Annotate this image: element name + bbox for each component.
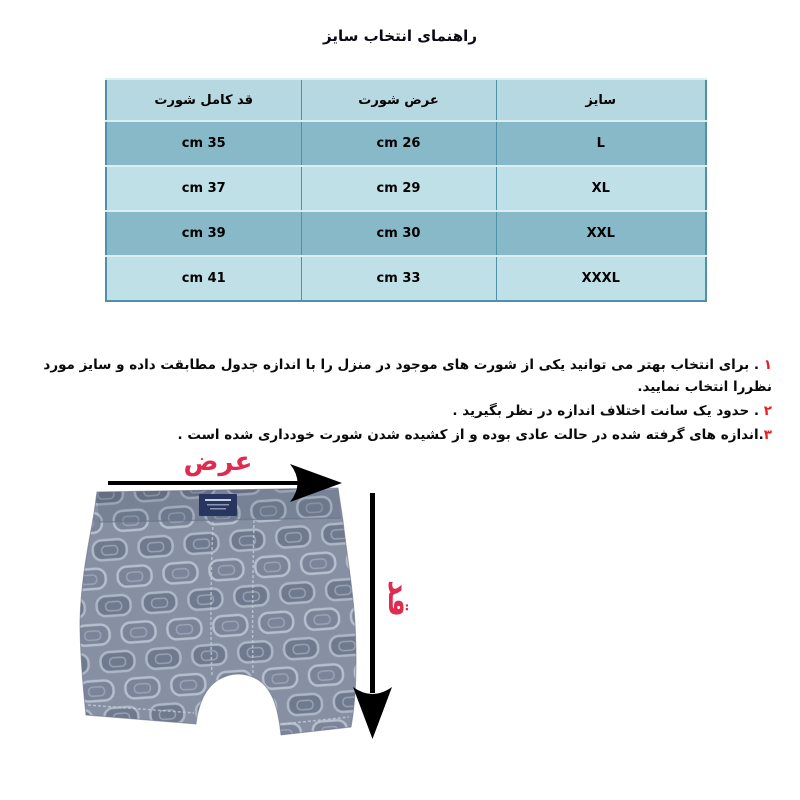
size-cell: XXL — [496, 211, 706, 256]
size-table — [105, 78, 707, 302]
shorts-illustration — [60, 455, 440, 795]
note-item — [38, 400, 772, 422]
note-number: ۱ — [763, 357, 772, 373]
width-cell: 26 cm — [301, 121, 496, 166]
header-width: عرض شورت — [301, 79, 496, 121]
size-cell: XL — [496, 166, 706, 211]
page-title: راهنمای انتخاب سایز — [323, 27, 477, 45]
length-label: قد — [380, 580, 416, 617]
header-length: قد کامل شورت — [106, 79, 301, 121]
length-cell: 35 cm — [106, 121, 301, 166]
boxer-shorts — [80, 488, 356, 735]
note-text: .اندازه های گرفته شده در حالت عادی بوده و از کشیده شدن شورت خودداری شده است . — [177, 427, 764, 443]
length-cell: 41 cm — [106, 256, 301, 301]
note-number: ۳ — [763, 427, 772, 443]
size-cell: XXXL — [496, 256, 706, 301]
header-size: سایز — [496, 79, 706, 121]
notes-section — [38, 354, 772, 448]
waistband-tag — [199, 494, 237, 516]
shorts-shape — [80, 488, 356, 735]
note-item — [38, 424, 772, 446]
note-item — [38, 354, 772, 398]
length-cell: 39 cm — [106, 211, 301, 256]
table-row — [106, 166, 706, 211]
note-text: . حدود یک سانت اختلاف اندازه در نظر بگیرید . — [452, 403, 764, 419]
width-cell: 29 cm — [301, 166, 496, 211]
size-cell: L — [496, 121, 706, 166]
table-row — [106, 256, 706, 301]
table-row — [106, 121, 706, 166]
measurement-diagram — [60, 447, 440, 795]
note-text: . برای انتخاب بهتر می توانید یکی از شورت های موجود در منزل را با اندازه جدول مطابقت داده و سایز مورد نظررا انتخاب نمایید. — [43, 357, 772, 395]
length-cell: 37 cm — [106, 166, 301, 211]
width-cell: 33 cm — [301, 256, 496, 301]
table-row — [106, 211, 706, 256]
table-header-row — [106, 79, 706, 121]
width-cell: 30 cm — [301, 211, 496, 256]
note-number: ۲ — [763, 403, 772, 419]
width-label: عرض — [183, 447, 253, 477]
